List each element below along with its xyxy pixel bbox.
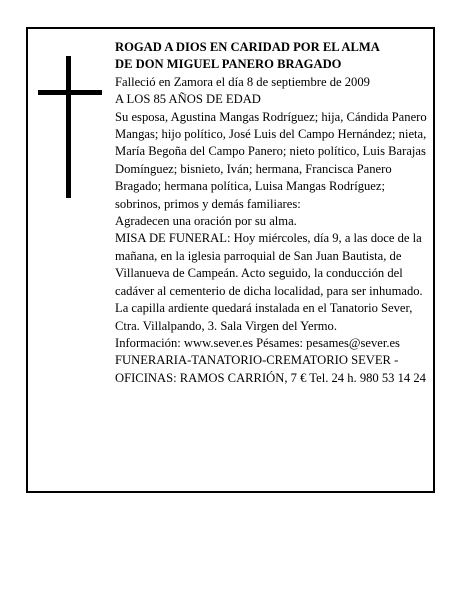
prayer-request: Agradecen una oración por su alma. (115, 214, 297, 229)
death-statement: Falleció en Zamora el día 8 de septiembre de 2009 (115, 74, 370, 89)
cross-icon (38, 56, 102, 198)
cross-horizontal-bar (38, 90, 102, 95)
family-list: Su esposa, Agustina Mangas Rodríguez; hija, Cándida Panero Mangas; hijo político, José Luis del Campo Hernández; nieta, María Begoña del Campo Panero; nieto político, Luis Barajas Domínguez; bisnieto, Iván; hermana, Francisca Panero Bragado; hermana política, Luisa Mangas Rodríguez; sobrinos, primos y demás familiares: (115, 109, 427, 211)
cross-vertical-bar (66, 56, 71, 198)
funeral-mass-details: MISA DE FUNERAL: Hoy miércoles, día 9, a las doce de la mañana, en la iglesia parroquial de San Juan Bautista, de Villanueva de Campeán. Acto seguido, la conducción del cadáver al cementerio de dicha localidad, para ser inhumado. (115, 231, 423, 298)
notice-text (115, 39, 427, 387)
obituary-notice (26, 27, 435, 493)
chapel-details: La capilla ardiente quedará instalada en el Tanatorio Sever, Ctra. Villalpando, 3. Sala Virgen del Yermo. (115, 301, 413, 333)
notice-heading-line-1: ROGAD A DIOS EN CARIDAD POR EL ALMA (115, 40, 380, 54)
funeral-home-details: FUNERARIA-TANATORIO-CREMATORIO SEVER - OFICINAS: RAMOS CARRIÓN, 7 € Tel. 24 h. 980 53 14 24 (115, 353, 426, 385)
notice-heading-line-2: DE DON MIGUEL PANERO BRAGADO (115, 57, 342, 72)
age-statement: A LOS 85 AÑOS DE EDAD (115, 92, 261, 107)
information-contact: Información: www.sever.es Pésames: pesames@sever.es (115, 335, 400, 350)
